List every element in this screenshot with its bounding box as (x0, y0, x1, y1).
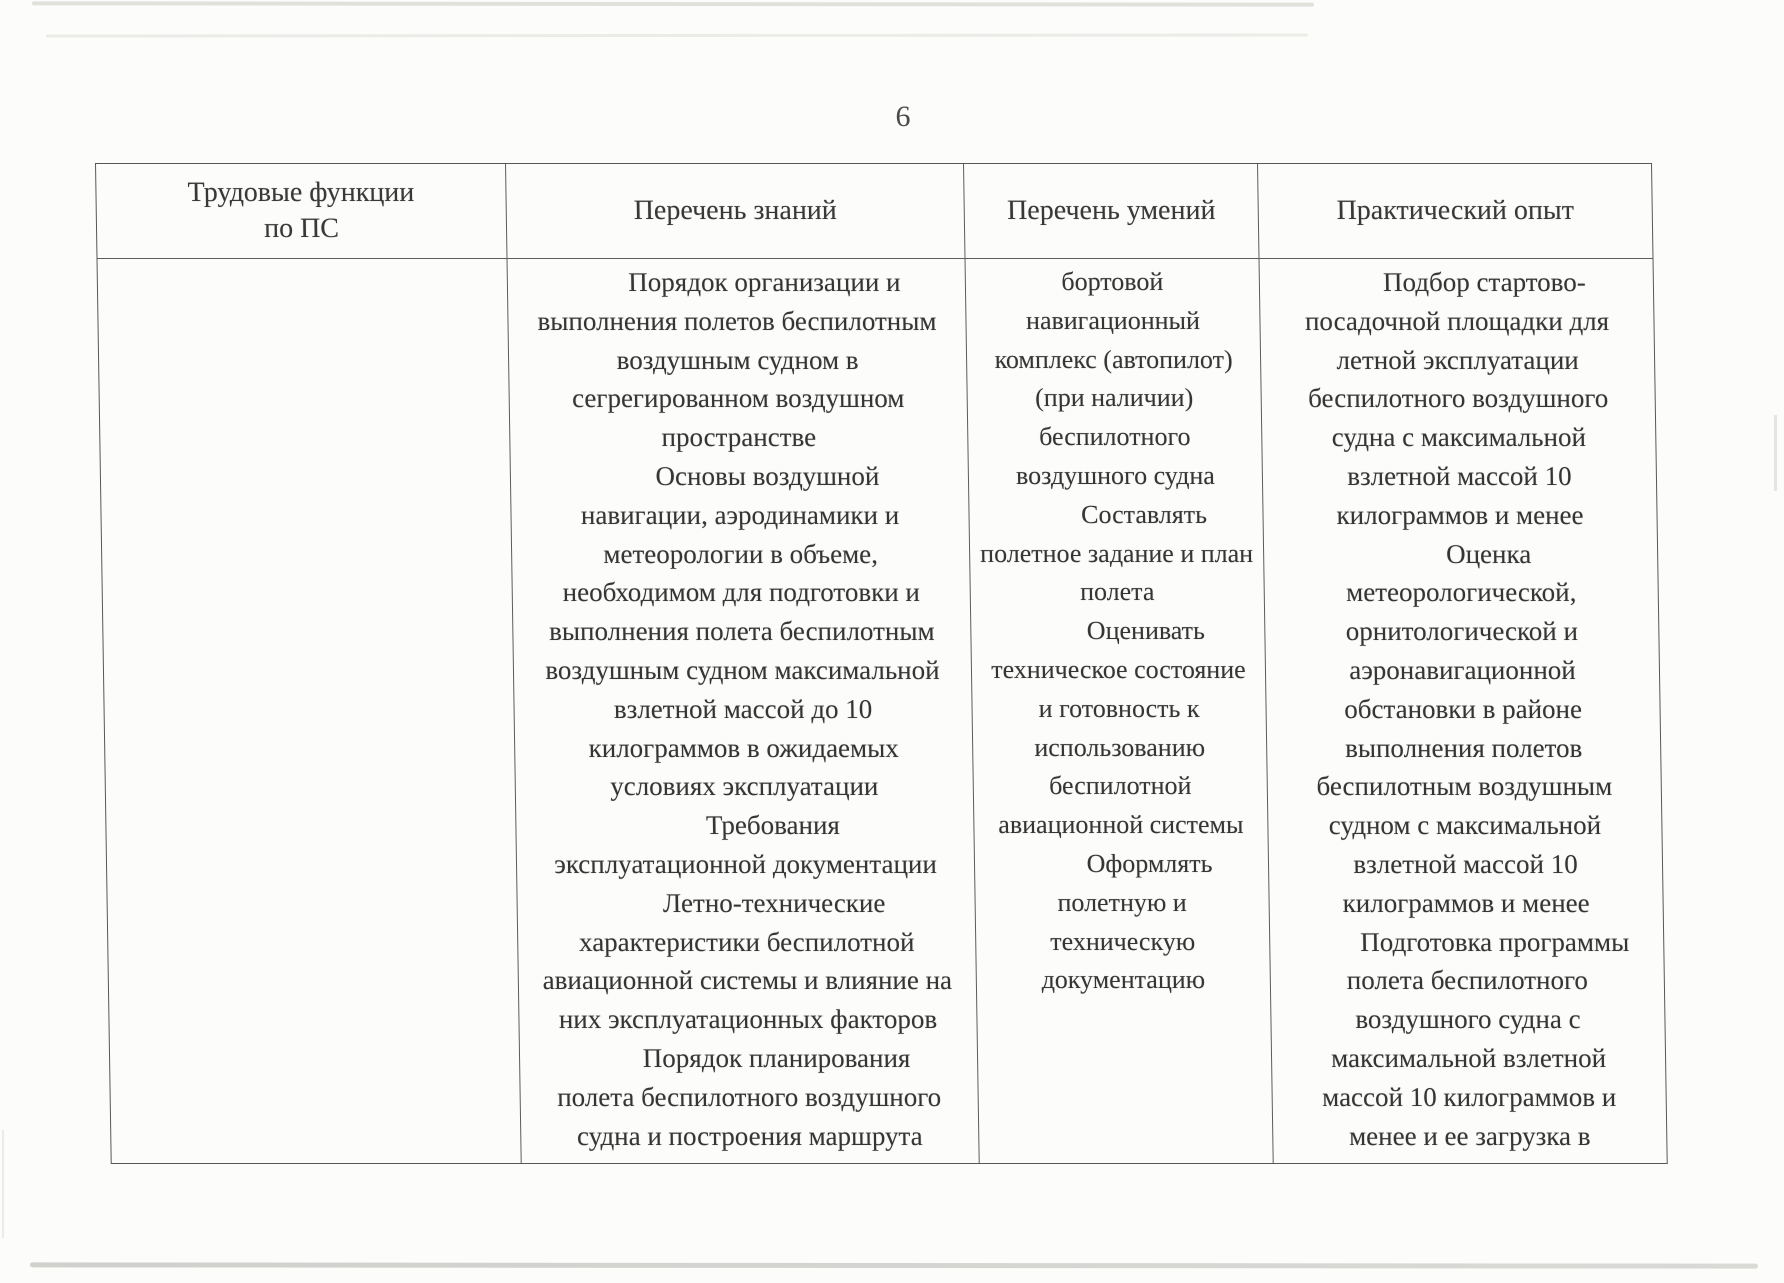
scan-artifact-top-streak (32, 1, 1314, 6)
text-line: полета (1079, 577, 1155, 607)
text-line: судном с максимальной (1328, 810, 1602, 841)
text-line: судна и построения маршрута (576, 1120, 923, 1151)
functions-cell (98, 259, 522, 1163)
text-line: навигации, аэродинамики и (580, 499, 900, 530)
text-line: беспилотного воздушного (1307, 383, 1609, 414)
text-line: метеорологической, (1345, 577, 1577, 608)
text-line: аэронавигационной (1348, 654, 1576, 685)
text-line: взлетной массой 10 (1346, 460, 1572, 491)
text-line: массой 10 килограммов и (1321, 1081, 1617, 1112)
text-line: Основы воздушной (655, 460, 880, 491)
text-line: характеристики беспилотной (578, 926, 915, 957)
text-line: Подбор стартово- (1382, 267, 1586, 297)
experience-cell (1260, 259, 1667, 1163)
text-line: выполнения полетов (1344, 732, 1583, 763)
text-line: посадочной площадки для (1304, 305, 1610, 336)
text-line: взлетной массой до 10 (613, 693, 873, 724)
knowledge-cell (508, 259, 980, 1163)
scan-artifact-bottom-streak (30, 1262, 1758, 1268)
text-line: беспилотным воздушным (1316, 771, 1613, 802)
text-line: Оценивать (1086, 616, 1206, 646)
text-line: полетное задание и план (979, 538, 1254, 568)
text-line: менее и ее загрузка в (1348, 1120, 1591, 1151)
text-line: выполнения полетов беспилотным (537, 305, 937, 336)
text-line: использованию (1034, 732, 1206, 762)
text-line: обстановки в районе (1343, 693, 1583, 724)
text-line: полета беспилотного воздушного (556, 1081, 942, 1112)
text-line: (при наличии) (1034, 383, 1194, 413)
text-line: Порядок планирования (642, 1042, 911, 1073)
column-header-skills: Перечень умений (964, 164, 1259, 259)
text-line: навигационный (1025, 305, 1201, 335)
text-line: эксплуатационной документации (553, 848, 938, 879)
text-line: воздушным судном максимальной (545, 654, 940, 685)
text-line: полетную и (1057, 887, 1187, 917)
text-line: них эксплуатационных факторов (558, 1004, 938, 1035)
page-number: 6 (895, 100, 911, 133)
text-line: воздушного судна (1015, 460, 1216, 490)
scan-artifact-top-streak-2 (46, 33, 1308, 37)
text-line: бортовой (1061, 267, 1164, 296)
qualification-table (95, 163, 1668, 1164)
column-header-knowledge: Перечень знаний (506, 164, 965, 259)
text-line: орнитологической и (1345, 616, 1579, 647)
text-line: техническое состояние (990, 654, 1246, 684)
text-line: беспилотного (1038, 422, 1191, 452)
text-line: Оценка (1445, 538, 1532, 569)
text-line: максимальной взлетной (1330, 1042, 1607, 1073)
text-line: воздушного судна с (1355, 1004, 1581, 1035)
text-line: комплекс (автопилот) (994, 344, 1233, 374)
text-line: условиях эксплуатации (609, 771, 879, 802)
column-header-functions: Трудовые функции по ПС (96, 164, 507, 259)
text-line: Требования (705, 810, 841, 841)
column-header-experience: Практический опыт (1258, 164, 1652, 259)
text-line: летной эксплуатации (1336, 344, 1579, 375)
text-line: техническую (1050, 926, 1196, 956)
scan-artifact-right-dash (1774, 415, 1777, 491)
text-line: взлетной массой 10 (1353, 848, 1578, 879)
scan-artifact-left-edge (2, 1130, 4, 1238)
text-line: необходимом для подготовки и (562, 577, 921, 608)
text-line: авиационной системы и влияние на (542, 965, 953, 996)
text-line: судна с максимальной (1331, 422, 1587, 453)
skills-cell (966, 259, 1274, 1163)
text-line: килограммов и менее (1336, 499, 1584, 530)
text-line: полета беспилотного (1346, 965, 1589, 996)
text-line: метеорологии в объеме, (603, 538, 879, 569)
text-line: Оформлять (1086, 848, 1213, 878)
text-line: документацию (1041, 965, 1206, 995)
text-line: сегрегированном воздушном (571, 383, 905, 414)
text-line: Подготовка программы (1360, 926, 1630, 957)
text-line: пространстве (661, 422, 817, 453)
text-line: килограммов и менее (1342, 887, 1590, 918)
text-line: беспилотной (1048, 771, 1192, 801)
text-line: и готовность к (1038, 693, 1200, 723)
text-line: Летно-технические (662, 887, 886, 918)
text-line: выполнения полета беспилотным (548, 616, 935, 647)
text-line: Порядок организации и (628, 267, 901, 297)
text-line: воздушным судном в (616, 344, 859, 375)
text-line: килограммов в ожидаемых (588, 732, 899, 763)
text-line: Составлять (1080, 499, 1208, 529)
text-line: авиационной системы (998, 810, 1244, 840)
